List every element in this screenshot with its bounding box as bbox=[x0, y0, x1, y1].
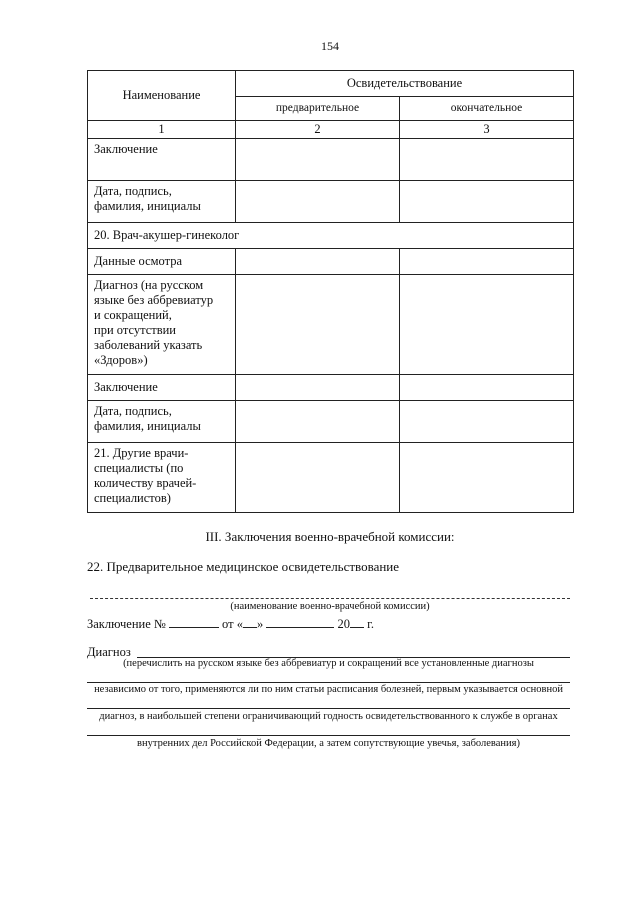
row-21-line1: 21. Другие врачи- bbox=[94, 446, 189, 460]
cell-exam-data-final[interactable] bbox=[400, 249, 574, 275]
row-sign-b-line2: фамилия, инициалы bbox=[94, 419, 201, 433]
cell-sign-b-final[interactable] bbox=[400, 401, 574, 443]
section-iii-title: III. Заключения военно-врачебной комиссии: bbox=[205, 529, 455, 544]
row-diagnosis-line4: при отсутствии bbox=[94, 323, 176, 337]
cell-conclusion-b-final[interactable] bbox=[400, 375, 574, 401]
date-day-field[interactable] bbox=[243, 615, 257, 628]
cell-conclusion-final[interactable] bbox=[400, 139, 574, 181]
section-20-heading: 20. Врач-акушер-гинеколог bbox=[88, 223, 574, 249]
header-name: Наименование bbox=[88, 71, 236, 121]
header-preliminary: предварительное bbox=[236, 97, 400, 121]
row-diagnosis-line3: и сокращений, bbox=[94, 308, 172, 322]
row-other-specialists-label bbox=[88, 443, 236, 513]
page-number: 154 bbox=[321, 39, 339, 53]
diagnosis-note-line1: (перечислить на русском языке без аббревиатур и сокращений все установленные диагнозы bbox=[123, 658, 534, 669]
date-year-field[interactable] bbox=[350, 615, 364, 628]
cell-exam-data-preliminary[interactable] bbox=[236, 249, 400, 275]
row-sign-label bbox=[88, 181, 236, 223]
row-sign-b-line1: Дата, подпись, bbox=[94, 404, 172, 418]
item-22-heading: 22. Предварительное медицинское освидетельствование bbox=[87, 559, 400, 574]
cell-other-specialists-preliminary[interactable] bbox=[236, 443, 400, 513]
cell-diagnosis-final[interactable] bbox=[400, 275, 574, 375]
row-sign-b-label bbox=[88, 401, 236, 443]
date-quote-close: » bbox=[256, 617, 264, 631]
row-21-line4: специалистов) bbox=[94, 491, 171, 505]
commission-caption: (наименование военно-врачебной комиссии) bbox=[230, 601, 430, 612]
examination-table bbox=[87, 70, 574, 513]
column-number-3: 3 bbox=[400, 121, 574, 139]
cell-sign-final[interactable] bbox=[400, 181, 574, 223]
diagnosis-line-4[interactable] bbox=[87, 735, 570, 736]
year-prefix: 20 bbox=[337, 617, 350, 631]
cell-sign-b-preliminary[interactable] bbox=[236, 401, 400, 443]
diagnosis-label: Диагноз bbox=[87, 645, 131, 659]
diagnosis-note-line2: независимо от того, применяются ли по ним статьи расписания болезней, первым указывается основной bbox=[94, 684, 563, 695]
row-diagnosis-label bbox=[88, 275, 236, 375]
row-sign-label-line1: Дата, подпись, bbox=[94, 184, 172, 198]
diagnosis-note-line3: диагноз, в наибольшей степени ограничивающий годность освидетельствованного к службе в органах bbox=[99, 711, 558, 722]
year-suffix: г. bbox=[367, 617, 374, 631]
header-examination: Освидетельствование bbox=[236, 71, 574, 97]
column-number-1: 1 bbox=[88, 121, 236, 139]
cell-diagnosis-preliminary[interactable] bbox=[236, 275, 400, 375]
conclusion-number-row bbox=[87, 615, 374, 632]
diagnosis-line-3[interactable] bbox=[87, 708, 570, 709]
row-diagnosis-line2: языке без аббревиатур bbox=[94, 293, 214, 307]
header-final: окончательное bbox=[400, 97, 574, 121]
row-diagnosis-line6: «Здоров») bbox=[94, 353, 148, 367]
diagnosis-line-2[interactable] bbox=[87, 682, 570, 683]
date-month-field[interactable] bbox=[266, 615, 334, 628]
diagnosis-note-line4: внутренних дел Российской Федерации, а затем сопутствующие увечья, заболевания) bbox=[137, 738, 520, 749]
row-21-line2: специалисты (по bbox=[94, 461, 184, 475]
cell-sign-preliminary[interactable] bbox=[236, 181, 400, 223]
cell-conclusion-b-preliminary[interactable] bbox=[236, 375, 400, 401]
row-conclusion-label: Заключение bbox=[88, 139, 236, 181]
cell-other-specialists-final[interactable] bbox=[400, 443, 574, 513]
commission-name-line[interactable] bbox=[90, 598, 570, 599]
cell-conclusion-preliminary[interactable] bbox=[236, 139, 400, 181]
row-conclusion-b-label: Заключение bbox=[88, 375, 236, 401]
conclusion-number-label: Заключение № bbox=[87, 617, 166, 631]
row-diagnosis-line1: Диагноз (на русском bbox=[94, 278, 204, 292]
column-number-2: 2 bbox=[236, 121, 400, 139]
row-exam-data-label: Данные осмотра bbox=[88, 249, 236, 275]
conclusion-number-field[interactable] bbox=[169, 615, 219, 628]
row-21-line3: количеству врачей- bbox=[94, 476, 197, 490]
date-from-label: от « bbox=[222, 617, 243, 631]
row-sign-label-line2: фамилия, инициалы bbox=[94, 199, 201, 213]
row-diagnosis-line5: заболеваний указать bbox=[94, 338, 203, 352]
